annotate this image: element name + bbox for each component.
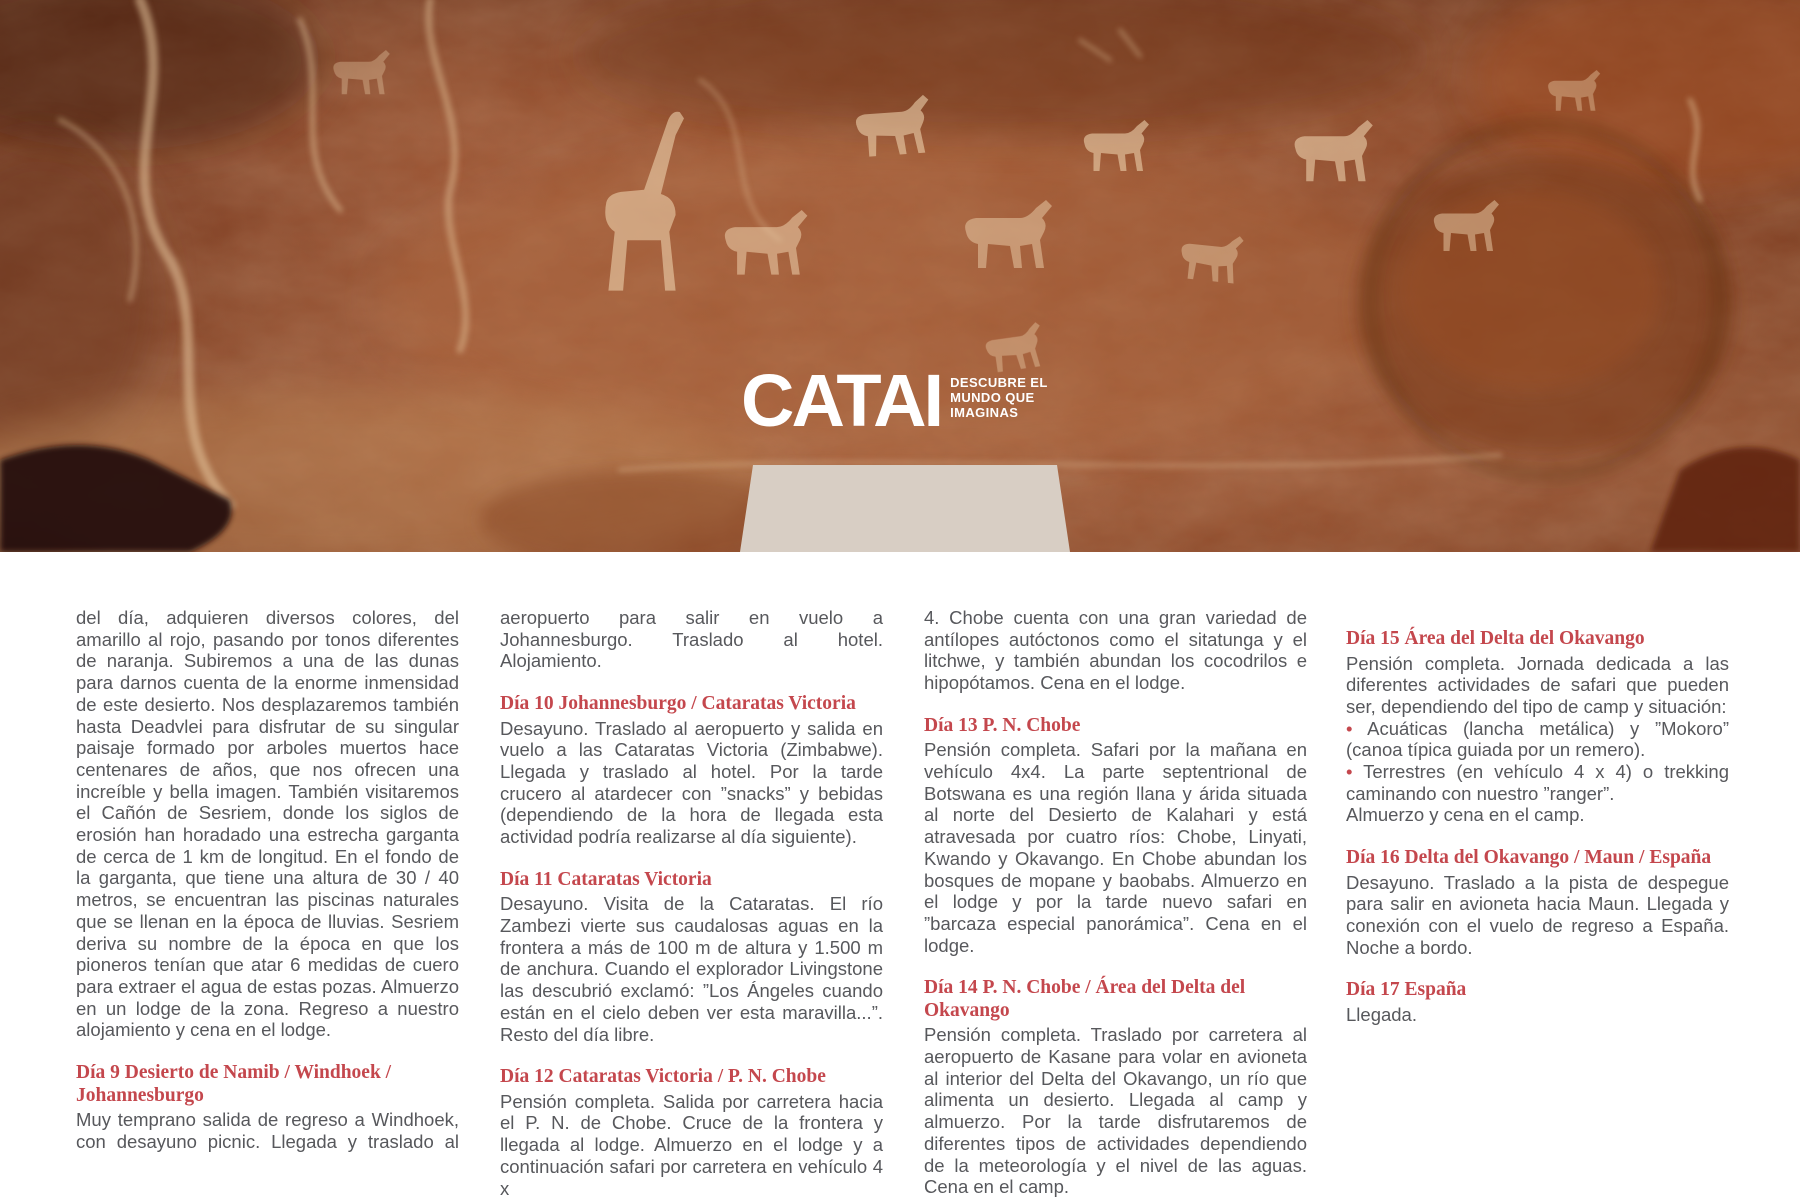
catai-logo-wordmark: CATAI <box>741 359 942 442</box>
itinerary-paragraph: Desayuno. Traslado al aeropuerto y salida en vuelo a las Cataratas Victoria (Zimbabwe). Llegada y traslado al hotel. Por la tarde crucero al atardecer con ”snacks” y bebidas (dependiendo de la hora de llegada esta actividad podría realizarse al día siguiente). <box>500 717 883 848</box>
itinerary-paragraph: Pensión completa. Jornada dedicada a las diferentes actividades de safari que pueden ser, dependiendo del tipo de camp y situación: <box>1346 652 1729 717</box>
itinerary-paragraph: 4. Chobe cuenta con una gran variedad de antílopes autóctonos como el sitatunga y el litchwe, y también abundan los cocodrilos e hipopótamos. Cena en el lodge. <box>924 607 1307 694</box>
day-heading: Día 9 Desierto de Namib / Windhoek / Johannesburgo <box>76 1062 392 1106</box>
itinerary-paragraph: Desayuno. Visita de la Cataratas. El río Zambezi vierte sus caudalosas aguas en la frontera a más de 100 m de altura y 1.500 m de anchura. Cuando el explorador Livingstone las descubrió exclamó: ”Los Ángeles cuando están en el cielo deben ver esta maravilla...”. Resto del día libre. <box>500 893 883 1045</box>
itinerary-paragraph: Pensión completa. Traslado por carretera al aeropuerto de Kasane para volar en avioneta al interior del Delta del Okavango, un río que alimenta un desierto. Llegada al camp y almuerzo. Por la tarde disfrutaremos de diferentes tipos de actividades dependiendo de la meteorología y el nivel de las aguas. Cena en el camp. <box>924 1024 1307 1198</box>
itinerary-paragraph: Desayuno. Traslado a la pista de despegue para salir en avioneta hacia Maun. Llegada y conexión con el vuelo de regreso a España. Noche a bordo. <box>1346 871 1729 958</box>
day-heading: Día 17 España <box>1346 979 1467 1001</box>
itinerary-paragraph: Pensión completa. Salida por carretera hacia el P. N. de Chobe. Cruce de la frontera y llegada al lodge. Almuerzo en el lodge y a continuación safari por carretera en vehículo 4 x <box>500 1090 883 1199</box>
day-heading: Día 11 Cataratas Victoria <box>500 868 712 890</box>
tagline-line-3: IMAGINAS <box>950 405 1019 420</box>
bullet-item: • Terrestres (en vehículo 4 x 4) o trekking caminando con nuestro ”ranger”. <box>1346 761 1729 804</box>
day-heading: Día 10 Johannesburgo / Cataratas Victoria <box>500 693 856 715</box>
itinerary-column-3 <box>924 607 1307 1198</box>
day-heading: Día 15 Área del Delta del Okavango <box>1346 628 1645 649</box>
day-heading: Día 13 P. N. Chobe <box>924 714 1081 736</box>
itinerary-paragraph: Pensión completa. Safari por la mañana en vehículo 4x4. La parte septentrional de Botswana es una región llana y árida situada al norte del Desierto de Kalahari y está atravesada por cuatro ríos: Chobe, Linyati, Kwando y Okavango. En Chobe abundan los bosques de mopane y baobabs. Almuerzo en el lodge y por la tarde nuevo safari en ”barcaza especial panorámica”. Cena en el lodge. <box>924 739 1307 956</box>
itinerary-paragraph: aeropuerto para salir en vuelo a Johannesburgo. Traslado al hotel. Alojamiento. <box>500 607 883 672</box>
itinerary-paragraph: Almuerzo y cena en el camp. <box>1346 804 1585 826</box>
tagline-line-1: DESCUBRE EL <box>950 375 1048 390</box>
itinerary-paragraph: Muy temprano salida de regreso a Windhoek, con desayuno picnic. Llegada y traslado al <box>76 1109 459 1152</box>
itinerary-column-1 <box>76 607 459 1152</box>
itinerary-paragraph: del día, adquieren diversos colores, del amarillo al rojo, pasando por tonos diferentes de naranja. Subiremos a una de las dunas para darnos cuenta de la enorme inmensidad de este desierto. Nos desplazaremos también hasta Deadvlei para disfrutar de su singular paisaje formado por arboles muertos hace centenares de años, que nos ofrecen una increíble y bella imagen. También visitaremos el Cañón de Sesriem, donde los siglos de erosión han horadado una estrecha garganta de cerca de 1 km de longitud. En el fondo de la garganta, que tiene una altura de 30 / 40 metros, se encuentran las piscinas naturales que se llenan en la época de lluvias. Sesriem deriva su nombre de la época en que los pioneros tenían que atar 6 medidas de cuero para extraer el agua de estas pozas. Almuerzo en un lodge de la zona. Regreso a nuestro alojamiento y cena en el lodge. <box>76 607 459 1041</box>
bullet-icon: • <box>1346 761 1364 783</box>
day-heading: Día 16 Delta del Okavango / Maun / España <box>1346 847 1712 869</box>
day-heading: Día 12 Cataratas Victoria / P. N. Chobe <box>500 1066 826 1088</box>
bullet-item: • Acuáticas (lancha metálica) y ”Mokoro” (canoa típica guiada por un remero). <box>1346 717 1729 761</box>
tagline-line-2: MUNDO QUE <box>950 390 1035 405</box>
bullet-icon: • <box>1346 717 1368 739</box>
itinerary-column-2 <box>500 607 883 1199</box>
itinerary-paragraph: Llegada. <box>1346 1003 1417 1025</box>
itinerary-column-4 <box>1346 607 1729 1026</box>
day-heading: Día 14 P. N. Chobe / Área del Delta del Okavango <box>924 977 1246 1021</box>
